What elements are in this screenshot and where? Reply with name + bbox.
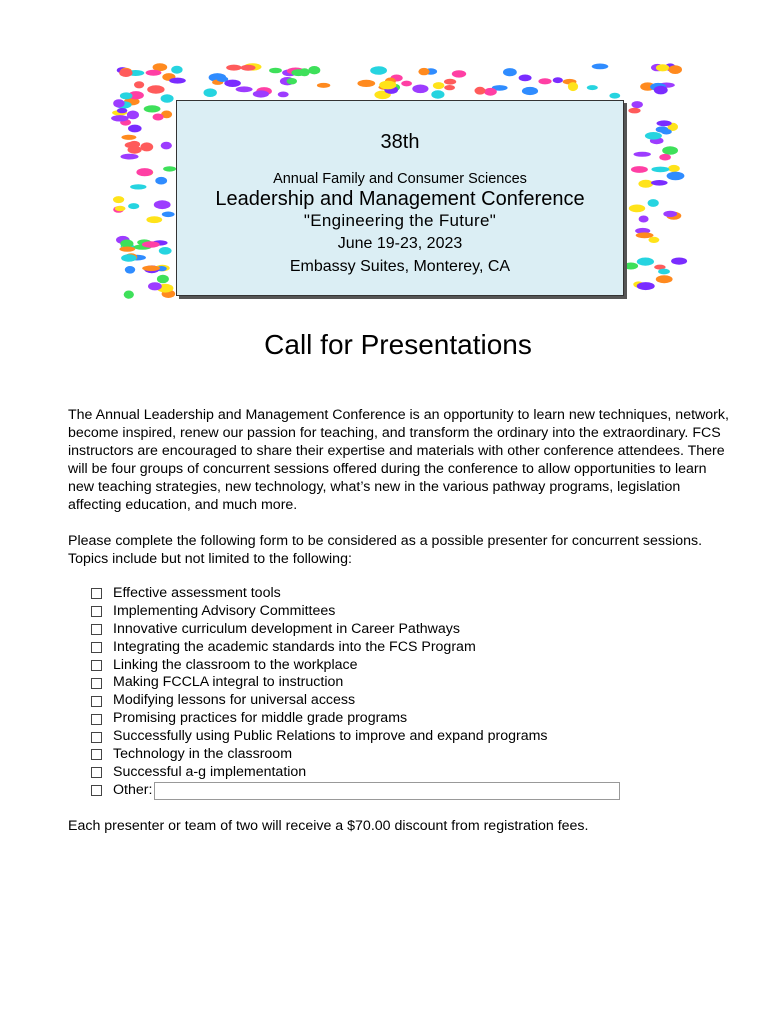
confetti-dot — [125, 266, 135, 274]
confetti-dot — [637, 282, 655, 290]
topic-item — [91, 639, 620, 657]
confetti-dot — [241, 65, 256, 71]
closing-note: Each presenter or team of two will receive a $70.00 discount from registration fees. — [68, 818, 589, 834]
topic-item — [91, 710, 620, 728]
confetti-dot — [638, 180, 653, 188]
confetti-dot — [308, 66, 320, 74]
confetti-dot — [568, 82, 578, 91]
confetti-dot — [120, 92, 133, 99]
confetti-dot — [663, 211, 677, 217]
topic-label: Successfully using Public Relations to improve and expand programs — [113, 728, 548, 745]
topic-checklist — [91, 585, 620, 800]
confetti-dot — [522, 87, 538, 95]
topic-label: Modifying lessons for universal access — [113, 692, 356, 709]
conference-header-box — [176, 100, 624, 296]
confetti-dot — [287, 78, 297, 84]
topic-item-other — [91, 782, 620, 800]
confetti-dot — [136, 168, 153, 176]
confetti-dot — [357, 80, 375, 87]
confetti-dot — [117, 108, 127, 113]
confetti-dot — [269, 68, 282, 74]
confetti-dot — [169, 78, 186, 84]
confetti-dot — [587, 85, 598, 90]
topic-checkbox[interactable] — [91, 678, 102, 689]
confetti-dot — [121, 154, 139, 160]
topic-checkbox[interactable] — [91, 767, 102, 778]
confetti-dot — [651, 180, 668, 186]
topic-item — [91, 657, 620, 675]
confetti-dot — [127, 111, 139, 120]
topic-checkbox[interactable] — [91, 660, 102, 671]
confetti-dot — [418, 68, 429, 75]
confetti-dot — [628, 108, 640, 114]
topic-label: Technology in the classroom — [113, 746, 293, 763]
topic-label: Making FCCLA integral to instruction — [113, 674, 344, 691]
confetti-dot — [634, 152, 651, 157]
topic-checkbox[interactable] — [91, 732, 102, 743]
confetti-dot — [503, 68, 517, 76]
topic-label: Innovative curriculum development in Career Pathways — [113, 620, 460, 637]
confetti-dot — [226, 65, 241, 71]
topic-checkbox[interactable] — [91, 606, 102, 617]
confetti-dot — [401, 81, 412, 87]
confetti-dot — [121, 135, 136, 140]
conference-theme: "Engineering the Future" — [303, 211, 497, 230]
confetti-dot — [379, 81, 396, 90]
confetti-dot — [140, 142, 153, 151]
confetti-dot — [658, 269, 670, 275]
conference-subtitle: Annual Family and Consumer Sciences — [273, 171, 527, 187]
confetti-dot — [128, 203, 139, 209]
confetti-dot — [120, 240, 133, 248]
topic-checkbox[interactable] — [91, 624, 102, 635]
topic-item — [91, 746, 620, 764]
topic-checkbox[interactable] — [91, 588, 102, 599]
confetti-dot — [632, 101, 643, 108]
confetti-dot — [236, 86, 253, 92]
confetti-dot — [128, 146, 142, 154]
topic-item — [91, 603, 620, 621]
confetti-dot — [154, 200, 171, 209]
page-title: Call for Presentations — [264, 329, 532, 360]
topic-item — [91, 728, 620, 746]
confetti-dot — [317, 83, 330, 88]
other-label: Other: — [113, 781, 153, 798]
confetti-dot — [147, 85, 164, 93]
edition-label: 38th — [380, 131, 420, 153]
confetti-dot — [155, 177, 167, 185]
topic-label: Effective assessment tools — [113, 585, 281, 601]
confetti-dot — [645, 132, 662, 140]
topic-label: Promising practices for middle grade programs — [113, 710, 408, 727]
confetti-dot — [171, 66, 182, 74]
confetti-dot — [662, 146, 678, 155]
confetti-dot — [667, 172, 685, 181]
confetti-dot — [370, 66, 387, 75]
topic-item — [91, 585, 620, 603]
confetti-dot — [124, 291, 134, 299]
confetti-dot — [146, 70, 162, 76]
confetti-dot — [639, 216, 649, 223]
confetti-dot — [159, 247, 172, 255]
confetti-dot — [519, 75, 532, 82]
topic-item — [91, 692, 620, 710]
confetti-dot — [144, 105, 161, 112]
topic-item — [91, 621, 620, 639]
confetti-dot — [649, 237, 660, 243]
confetti-dot — [163, 166, 176, 171]
confetti-dot — [553, 77, 563, 83]
confetti-dot — [433, 82, 444, 89]
confetti-dot — [651, 167, 669, 173]
confetti-dot — [204, 88, 217, 97]
confetti-dot — [661, 129, 672, 135]
confetti-dot — [656, 64, 669, 71]
confetti-dot — [134, 81, 144, 88]
confetti-dot — [431, 90, 444, 98]
confetti-dot — [659, 154, 671, 161]
confetti-dot — [142, 241, 160, 247]
topic-checkbox[interactable] — [91, 642, 102, 653]
topic-checkbox[interactable] — [91, 696, 102, 707]
confetti-dot — [609, 93, 620, 99]
topic-label: Successful a-g implementation — [113, 763, 307, 780]
confetti-dot — [291, 69, 305, 76]
confetti-dot — [444, 85, 455, 90]
confetti-dot — [538, 78, 551, 84]
confetti-dot — [119, 69, 132, 77]
confetti-dot — [113, 99, 124, 107]
confetti-dot — [648, 199, 659, 207]
conference-venue: Embassy Suites, Monterey, CA — [289, 258, 511, 275]
confetti-dot — [484, 88, 497, 96]
confetti-dot — [452, 70, 466, 77]
confetti-dot — [668, 65, 682, 74]
confetti-dot — [657, 120, 672, 126]
confetti-dot — [113, 196, 124, 203]
conference-name: Leadership and Management Conference — [215, 188, 585, 210]
topic-label: Linking the classroom to the workplace — [113, 656, 358, 673]
confetti-dot — [654, 86, 668, 95]
confetti-dot — [444, 79, 456, 85]
conference-dates: June 19-23, 2023 — [337, 235, 463, 252]
confetti-dot — [121, 254, 136, 262]
topic-item — [91, 674, 620, 692]
confetti-dot — [624, 263, 638, 270]
confetti-dot — [146, 216, 162, 223]
confetti-dot — [161, 142, 172, 150]
confetti-dot — [111, 115, 129, 121]
instructions-paragraph: Please complete the following form to be considered as a possible presenter for concurrent sessions. Topics include but not limited to the following: — [68, 533, 703, 567]
confetti-dot — [631, 166, 648, 173]
confetti-dot — [412, 85, 428, 94]
topic-label: Implementing Advisory Committees — [113, 602, 336, 619]
confetti-dot — [656, 275, 673, 283]
confetti-dot — [161, 94, 174, 103]
topic-checkbox[interactable] — [91, 714, 102, 725]
confetti-dot — [128, 125, 142, 133]
confetti-dot — [224, 80, 241, 87]
topic-checkbox[interactable] — [91, 749, 102, 760]
confetti-dot — [153, 114, 164, 121]
confetti-dot — [629, 205, 645, 213]
confetti-dot — [130, 184, 146, 189]
intro-paragraph: The Annual Leadership and Management Conference is an opportunity to learn new techniques, network, become inspired, renew our passion for teaching, and transform the ordinary into the extraordinary. FCS instructors are encouraged to share their expertise and materials with other conference attendees. There will be four groups of concurrent sessions offered during the conference to allow opportunities to learn new teaching strategies, new technology, what’s new in the various pathway programs, legislation affecting education, and much more. — [68, 407, 729, 513]
confetti-dot — [671, 258, 687, 265]
confetti-dot — [637, 258, 654, 266]
confetti-dot — [119, 247, 135, 252]
other-text-field[interactable] — [154, 782, 620, 800]
confetti-dot — [636, 232, 654, 238]
confetti-dot — [157, 275, 169, 284]
confetti-dot — [278, 92, 289, 98]
confetti-dot — [253, 90, 269, 97]
topic-item — [91, 764, 620, 782]
confetti-dot — [592, 64, 609, 70]
confetti-dot — [142, 266, 160, 272]
confetti-dot — [148, 282, 162, 290]
confetti-dot — [475, 87, 486, 95]
confetti-dot — [115, 206, 126, 211]
other-checkbox[interactable] — [91, 785, 102, 796]
confetti-dot — [162, 212, 175, 218]
confetti-dot — [668, 165, 680, 172]
topic-label: Integrating the academic standards into the FCS Program — [113, 638, 476, 655]
